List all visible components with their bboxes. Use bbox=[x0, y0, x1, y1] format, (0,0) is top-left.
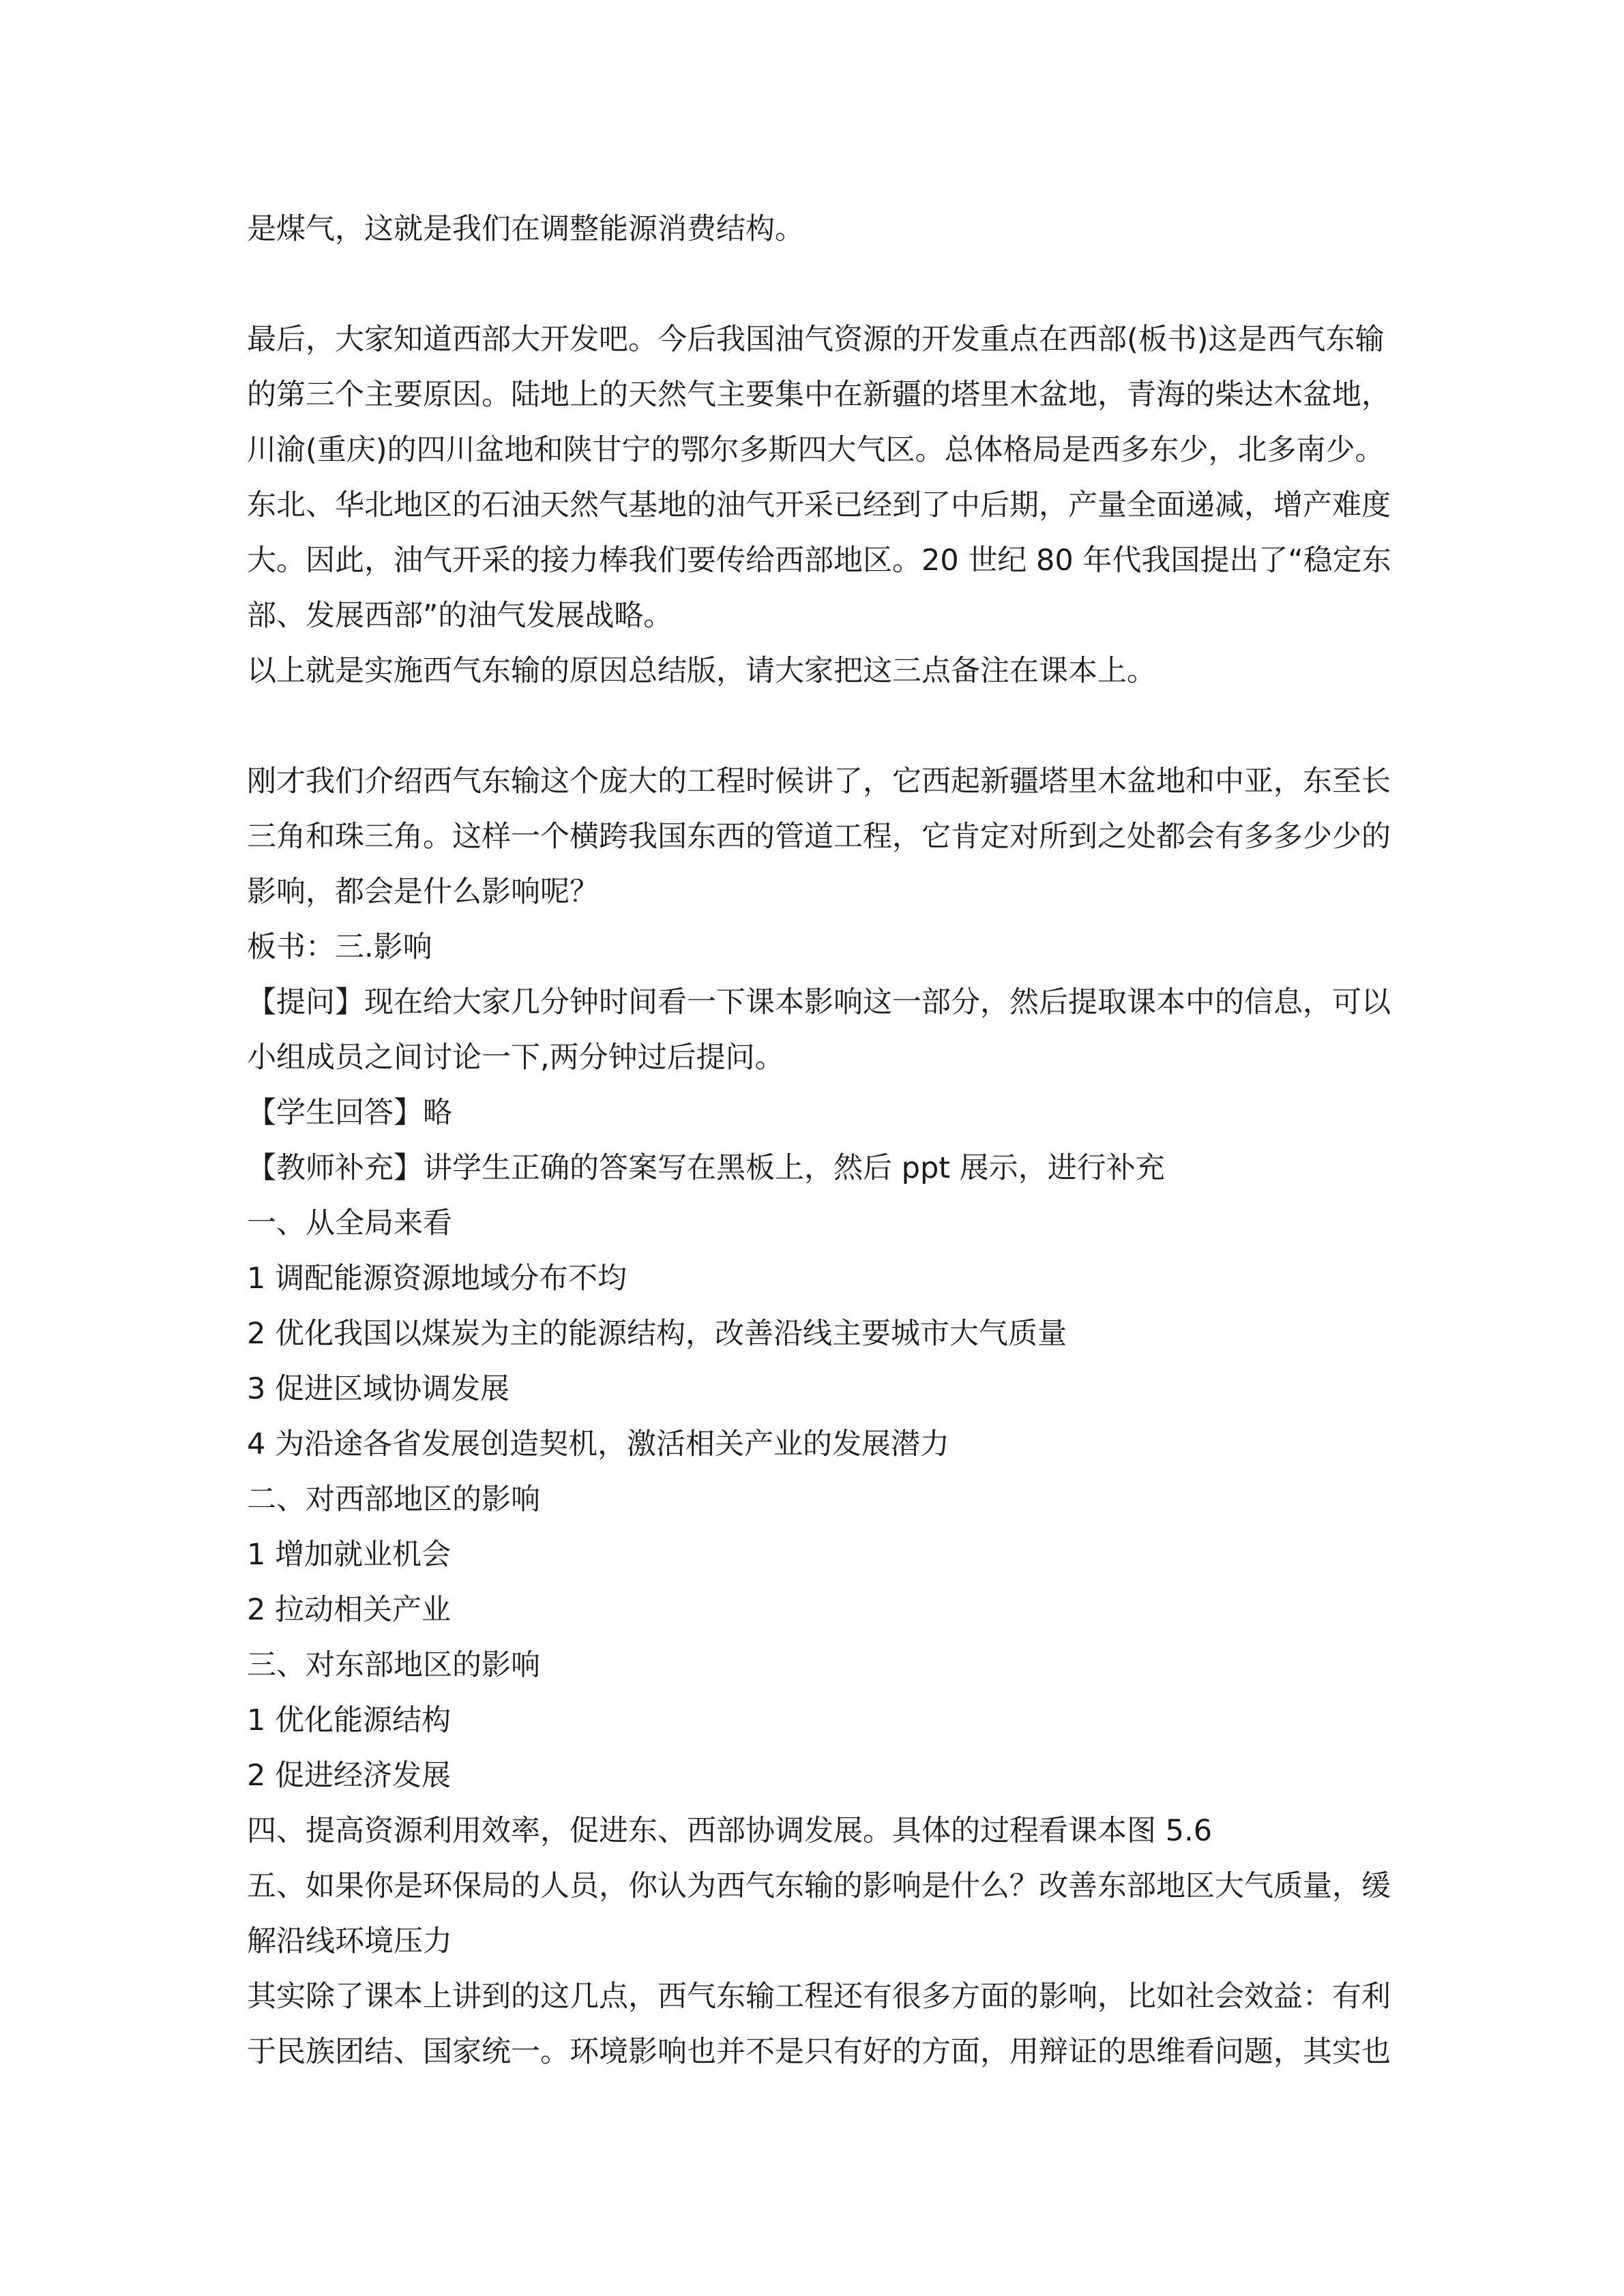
text-line: 东北、华北地区的石油天然气基地的油气开采已经到了中后期，产量全面递减，增产难度 bbox=[247, 488, 1391, 522]
text-line: 川渝(重庆)的四川盆地和陕甘宁的鄂尔多斯四大气区。总体格局是西多东少，北多南少。 bbox=[247, 433, 1385, 467]
text-line: 以上就是实施西气东输的原因总结版，请大家把这三点备注在课本上。 bbox=[247, 654, 1156, 688]
list-item: 2 优化我国以煤炭为主的能源结构，改善沿线主要城市大气质量 bbox=[247, 1317, 1067, 1351]
paragraph bbox=[247, 754, 1391, 2080]
list-item: 2 促进经济发展 bbox=[247, 1759, 452, 1793]
student-answer-line: 【学生回答】略 bbox=[247, 1096, 452, 1130]
section-heading: 二、对西部地区的影响 bbox=[247, 1482, 540, 1517]
text-line: 影响，都会是什么影响呢？ bbox=[247, 875, 599, 909]
text-line: 小组成员之间讨论一下,两分钟过后提问。 bbox=[247, 1041, 784, 1075]
list-item: 3 促进区域协调发展 bbox=[247, 1372, 510, 1406]
list-item: 1 优化能源结构 bbox=[247, 1703, 452, 1738]
paragraph-gap bbox=[247, 699, 1379, 754]
section-heading: 三、对东部地区的影响 bbox=[247, 1648, 540, 1682]
text-line: 三角和珠三角。这样一个横跨我国东西的管道工程，它肯定对所到之处都会有多多少少的 bbox=[247, 820, 1391, 854]
text-line: 的第三个主要原因。陆地上的天然气主要集中在新疆的塔里木盆地，青海的柴达木盆地， bbox=[247, 378, 1391, 412]
section-heading: 一、从全局来看 bbox=[247, 1206, 452, 1240]
text-line: 刚才我们介绍西气东输这个庞大的工程时候讲了，它西起新疆塔里木盆地和中亚，东至长 bbox=[247, 764, 1391, 799]
teacher-supplement-line: 【教师补充】讲学生正确的答案写在黑板上，然后 ppt 展示，进行补充 bbox=[247, 1151, 1165, 1185]
paragraph bbox=[247, 202, 1379, 257]
text-line: 最后，大家知道西部大开发吧。今后我国油气资源的开发重点在西部(板书)这是西气东输 bbox=[247, 323, 1385, 357]
list-item: 1 增加就业机会 bbox=[247, 1538, 452, 1572]
section-heading: 五、如果你是环保局的人员，你认为西气东输的影响是什么？改善东部地区大气质量，缓 bbox=[247, 1869, 1391, 1903]
list-item: 4 为沿途各省发展创造契机，激活相关产业的发展潜力 bbox=[247, 1427, 950, 1461]
list-item: 1 调配能源资源地域分布不均 bbox=[247, 1262, 628, 1296]
text-line: 是煤气，这就是我们在调整能源消费结构。 bbox=[247, 212, 804, 246]
document-body bbox=[247, 202, 1391, 2080]
paragraph-gap bbox=[247, 257, 1379, 312]
text-line: 解沿线环境压力 bbox=[247, 1924, 452, 1958]
board-note: 板书：三.影响 bbox=[247, 930, 432, 964]
text-line: 大。因此，油气开采的接力棒我们要传给西部地区。20 世纪 80 年代我国提出了“稳定东 bbox=[247, 543, 1391, 578]
paragraph bbox=[247, 312, 1391, 699]
question-line: 【提问】现在给大家几分钟时间看一下课本影响这一部分，然后提取课本中的信息，可以 bbox=[247, 985, 1391, 1019]
text-line: 部、发展西部”的油气发展战略。 bbox=[247, 599, 673, 633]
text-line: 于民族团结、国家统一。环境影响也并不是只有好的方面，用辩证的思维看问题，其实也 bbox=[247, 2035, 1391, 2069]
section-heading: 四、提高资源利用效率，促进东、西部协调发展。具体的过程看课本图 5.6 bbox=[247, 1814, 1213, 1848]
list-item: 2 拉动相关产业 bbox=[247, 1593, 452, 1627]
text-line: 其实除了课本上讲到的这几点，西气东输工程还有很多方面的影响，比如社会效益：有利 bbox=[247, 1980, 1391, 2014]
